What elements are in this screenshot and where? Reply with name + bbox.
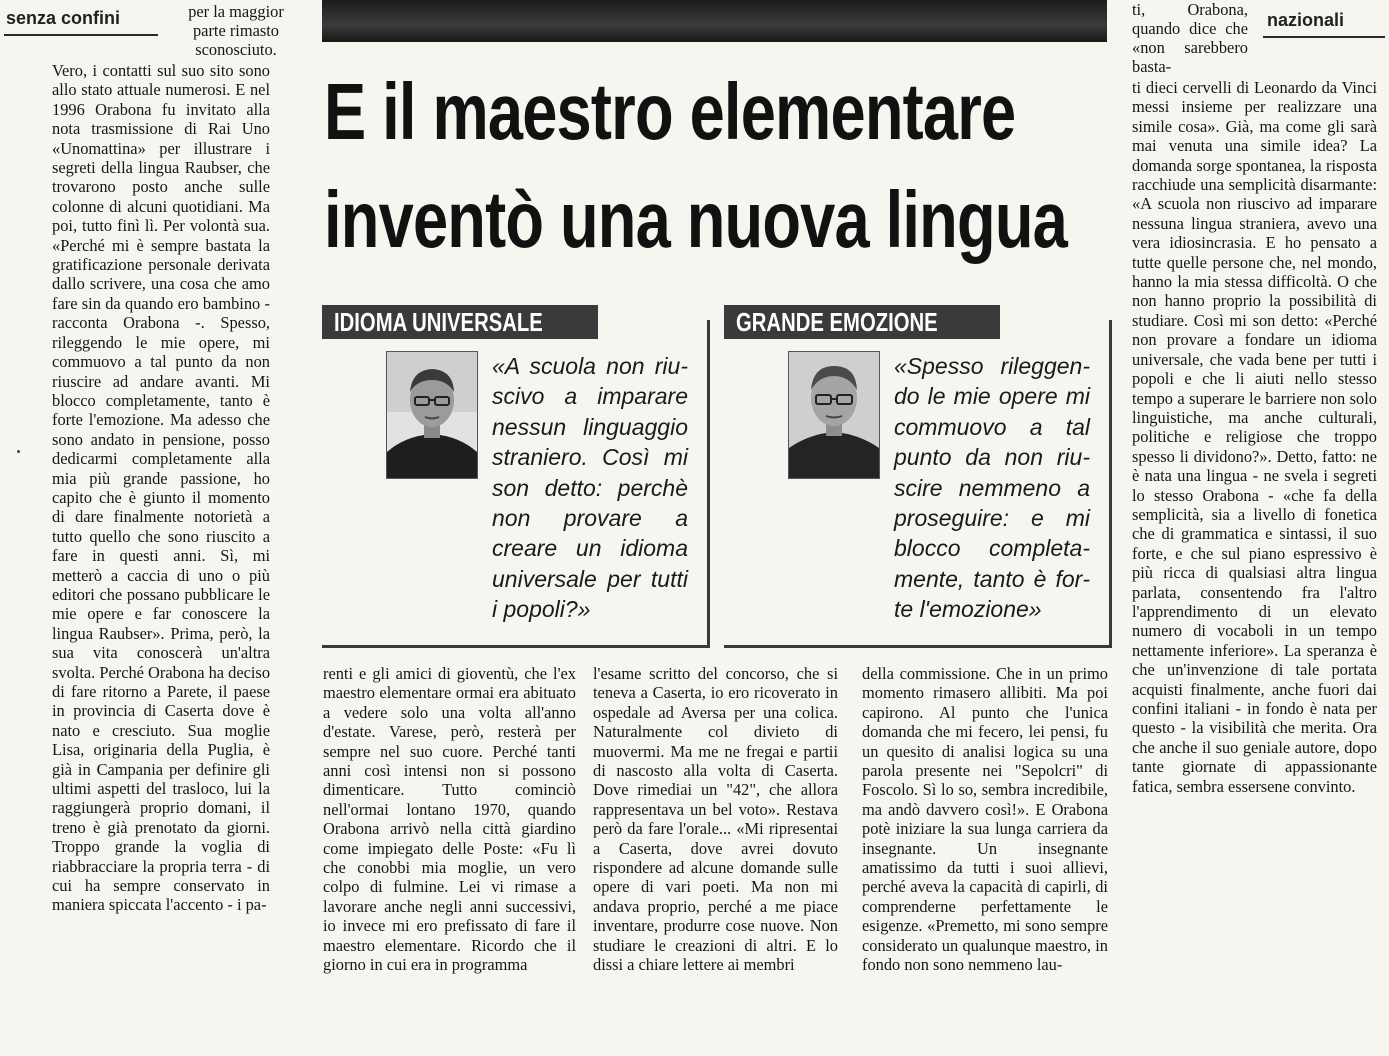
quote-box-label: GRANDE EMOZIONE: [724, 305, 1000, 339]
column-1-text: Vero, i contatti sul suo sito sono allo stato attuale numerosi. E nel 1996 Orabona fu invitato alla nota trasmissione di Rai Uno «Unomattina» per illustrare i segreti della lingua Raubser, che trovarono posto anche sulle colonne di alcuni quotidiani. Ma poi, tutto finì lì. Per volontà sua. «Perché mi è sempre bastata la gratificazione personale derivata dallo scrivere, una cosa che amo fare sin da quando ero bambino - racconta Orabona -. Spesso, rileggendo le mie opere, mi commuovo a tal punto da non riuscire ad andare avanti. Mi blocco completamente, tanto è forte l'emozione. Ma adesso che sono andato in pensione, posso dedicarmi completamente alla mia più grande passione, ho capito che è giunto il momento di dare finalmente notorietà a tutto quello che sono riuscito a fare in questi anni. Sì, mi metterò a caccia di uno o più editori che possano pubblicare le mie opere e far conoscere la lingua Raubser». Prima, però, la sua vita conoscerà un'altra svolta. Perché Orabona ha deciso di fare ritorno a Parete, il paese in provincia di Caserta dove è nato e cresciuto. Sua moglie Lisa, originaria della Puglia, è già in Campania per definire gli ultimi aspetti del trasloco, lui la raggiungerà proprio domani, il treno è già prenotato da giorni. Troppo grande la voglia di riabbracciare la propria terra - di cui ha sempre conservato in maniera spiccata l'accento - i pa-: [52, 61, 270, 915]
column-1-lead: per la maggior parte rimasto sconosciuto.: [188, 2, 284, 59]
section-rule-right: [1263, 36, 1385, 38]
quote-text: «A scuola non riuscivo a imparare nessun linguaggio straniero. Così mi son detto: perchè non provare a creare un idioma universale per tutti i popoli?»: [492, 353, 688, 623]
column-5-lead: ti, Orabona, quando dice che «non sarebbero basta-: [1132, 0, 1248, 76]
headline-line-2: inventò una nuova lingua: [324, 175, 1067, 264]
column-2-text: renti e gli amici di gioventù, che l'ex maestro elementare ormai era abituato a vedere solo una volta all'anno d'estate. Varese, però, resterà per sempre nel suo cuore. Perché tanti anni così intensi non si possono dimenticare. Tutto cominciò nell'ormai lontano 1970, quando Orabona arrivò nella città giardino come impiegato delle Poste: «Fu lì che conobbi mia moglie, un vero colpo di fulmine. Lei vi rimase a lavorare anche negli anni successivi, io invece mi ero prefissato di fare il maestro elementare. Ricordo che il giorno in cui era in programma: [323, 664, 576, 975]
section-label-left: senza confini: [6, 8, 121, 28]
quote-text: «Spesso rileggendo le mie opere mi commuovo a tal punto da non riuscire nemmeno a proseguire: e mi blocco completamente, tanto è forte l'emozione»: [894, 353, 1090, 623]
top-photo-strip: [322, 0, 1107, 42]
portrait-photo: [788, 351, 880, 479]
column-4-text: della commissione. Che in un primo momento rimasero allibiti. Ma poi capirono. Al punto che l'unica domanda che mi fecero, lei pensi, fu un quesito di analisi logica su una parola presente nei "Sepolcri" di Foscolo. Sì lo so, sembra incredibile, ma andò davvero così!». E Orabona potè iniziare la sua lunga carriera da insegnante. Un insegnante amatissimo da tutti i suoi allievi, perché aveva la capacità di capirli, di comprenderne perfettamente le esigenze. «Premetto, mi sono sempre considerato un qualunque maestro, in fondo non sono nemmeno lau-: [862, 664, 1108, 975]
column-5-text: ti dieci cervelli di Leonardo da Vinci messi insieme per realizzare una simile cosa». Già, ma come gli sarà mai venuta una simile idea? La domanda sorge spontanea, la risposta racchiude una semplicità disarmante: «A scuola non riuscivo ad imparare nessuna lingua straniera, avevo una vera idiosincrasia. E ho pensato a tutte quelle persone che, nel mondo, hanno la mia stessa difficoltà. O che non hanno proprio la possibilità di studiare. Così mi son detto: «Perché non provare a fondare un idioma universale, che vada bene per tutti i popoli e che li aiuti nello stesso tempo a superare le barriere non solo linguistiche, ma anche culturali, politiche e religiose che troppo spesso li dividono?». Detto, fatto: ne è nata una lingua - ne svela i segreti lo stesso Orabona - «che fa della semplicità, sia a livello di fonetica che di grammatica e sintassi, il suo forte, e che sul piano espressivo è più ricca di qualsiasi altra lingua parlata, consentendo fra l'altro l'apprendimento di un elevato numero di vocaboli in un tempo nettamente inferiore». La speranza è che un'invenzione di tale portata acquisti finalmente, anche fuori dai confini italiani - in fondo è nata per questo - la visibilità che merita. Ora che anche il suo geniale autore, dopo tante giornate di appassionante fatica, sembra essersene convinto.: [1132, 78, 1377, 796]
section-rule-left: [4, 34, 158, 36]
quote-box-grande-emozione: [724, 305, 1112, 648]
quote-box-label: IDIOMA UNIVERSALE: [322, 305, 598, 339]
column-3-text: l'esame scritto del concorso, che si teneva a Caserta, io ero ricoverato in ospedale ad Aversa per una colica. Naturalmente col divieto di muovermi. Ma me ne fregai e partii di nascosto alla volta di Caserta. Dove rimediai un "42", che allora rappresentava un bel voto». Restava però da fare l'orale... «Mi ripresentai a Caserta, dove avrei dovuto rispondere ad alcune domande sulle opere di vari poeti. Ma non mi andava proprio, perché a me piace inventare, produrre cose nuove. Non studiare le creazioni di altri. E lo dissi a chiare lettere ai membri: [593, 664, 838, 975]
headline-line-1: E il maestro elementare: [324, 67, 1016, 156]
quote-box-idioma-universale: [322, 305, 710, 648]
portrait-photo: [386, 351, 478, 479]
section-label-right: nazionali: [1267, 10, 1345, 30]
scan-speck: [17, 450, 20, 453]
